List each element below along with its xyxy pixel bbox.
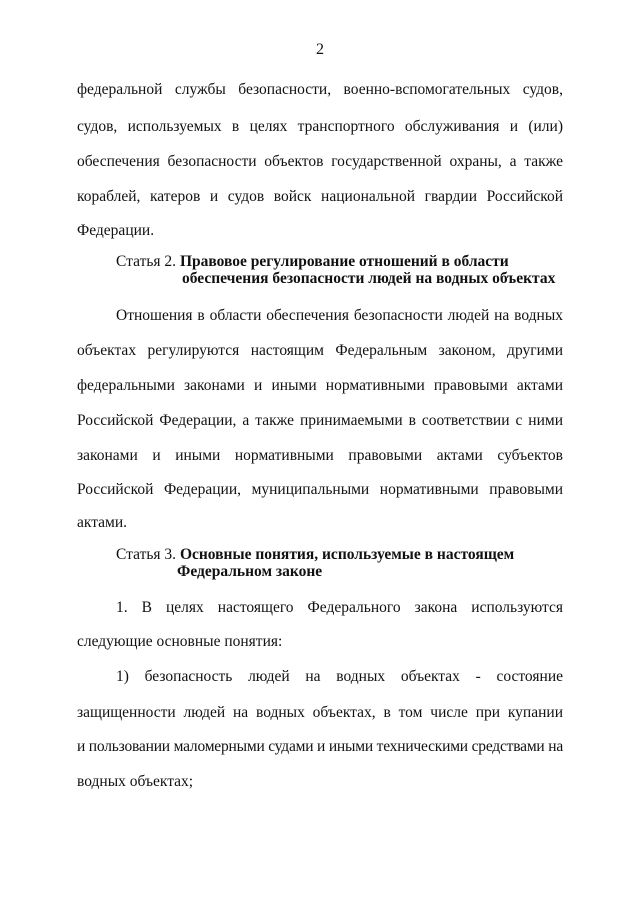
article-3-title: Основные понятия, используемые в настоящем	[179, 546, 515, 563]
text-line: обеспечения безопасности объектов государственной охраны, а также	[77, 153, 563, 170]
article-2-title: Правовое регулирование отношений в области	[179, 253, 509, 270]
article-2-heading-line-1	[116, 253, 509, 271]
text-line: Отношения в области обеспечения безопасности людей на водных	[116, 307, 563, 324]
article-2-title-continuation: обеспечения безопасности людей на водных объектах	[182, 270, 556, 287]
text-line: объектах регулируются настоящим Федеральным законом, другими	[77, 342, 563, 359]
article-3-heading-line-1	[116, 546, 514, 564]
text-line: водных объектах;	[77, 773, 194, 790]
text-line: судов, используемых в целях транспортного обслуживания и (или)	[77, 118, 563, 135]
article-3-label: Статья 3.	[116, 546, 177, 563]
text-line: законами и иными нормативными правовыми актами субъектов	[77, 447, 563, 464]
text-line: кораблей, катеров и судов войск национальной гвардии Российской	[77, 188, 563, 205]
article-3-title-continuation: Федеральном законе	[177, 563, 323, 580]
page-number: 2	[316, 41, 324, 58]
text-line: федеральными законами и иными нормативными правовыми актами	[77, 377, 563, 394]
article-2-label: Статья 2.	[116, 253, 177, 270]
text-line: Российской Федерации, а также принимаемыми в соответствии с ними	[77, 412, 563, 429]
text-line: и пользовании маломерными судами и иными техническими средствами на	[77, 738, 563, 755]
text-line: федеральной службы безопасности, военно-вспомогательных судов,	[77, 81, 563, 98]
article-3-heading-line-2	[177, 563, 322, 581]
text-line: следующие основные понятия:	[77, 633, 283, 650]
text-line: 1) безопасность людей на водных объектах - состояние	[116, 668, 563, 685]
text-line: актами.	[77, 514, 128, 531]
text-line: Федерации.	[77, 222, 155, 239]
text-line: 1. В целях настоящего Федерального закона используются	[116, 599, 563, 616]
text-line: Российской Федерации, муниципальными нормативными правовыми	[77, 481, 563, 498]
article-2-heading-line-2	[182, 270, 555, 288]
text-line: защищенности людей на водных объектах, в том числе при купании	[77, 704, 563, 721]
